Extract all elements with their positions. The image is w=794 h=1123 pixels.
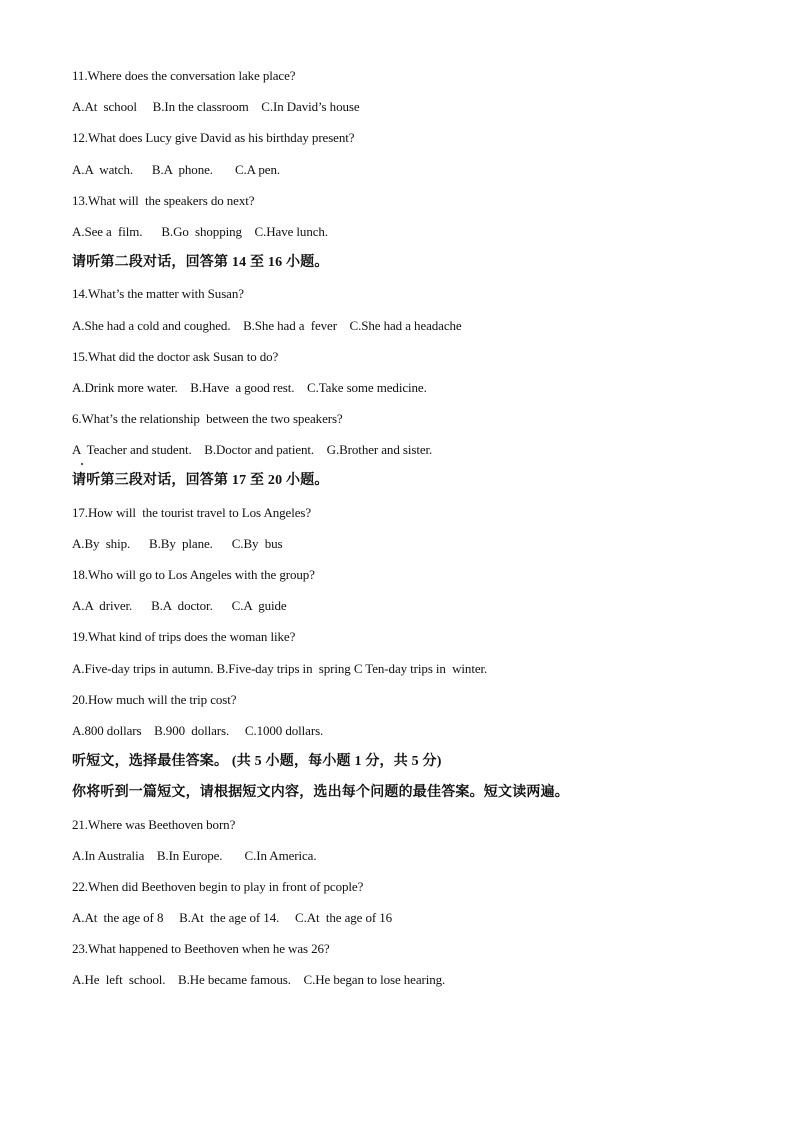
answer-options: A.By ship. B.By plane. C.By bus [72, 535, 283, 551]
question-text: 14.What’s the matter with Susan? [72, 286, 244, 302]
answer-options: A.See a film. B.Go shopping C.Have lunch. [72, 223, 328, 239]
section-heading: 请听第二段对话，回答第 14 至 16 小题。 [72, 255, 329, 271]
question-text: 6.What’s the relationship between the two speakers? [72, 411, 343, 427]
exam-page [72, 66, 752, 1002]
answer-options: A.At the age of 8 B.At the age of 14. C.At the age of 16 [72, 910, 393, 926]
question-text: 21.Where was Beethoven born? [72, 816, 236, 832]
question-text: 13.What will the speakers do next? [72, 192, 255, 208]
stray-mark [81, 463, 83, 465]
question-text: 17.How will the tourist travel to Los Angeles? [72, 504, 312, 520]
section-heading: 听短文，选择最佳答案。 (共 5 小题，每小题 1 分，共 5 分) [72, 754, 442, 770]
question-text: 11.Where does the conversation lake place? [72, 68, 296, 83]
question-text: 20.How much will the trip cost? [72, 691, 237, 707]
answer-options: A.At school B.In the classroom C.In David’s house [72, 99, 360, 115]
section-heading: 请听第三段对话，回答第 17 至 20 小题。 [72, 473, 329, 489]
question-text: 18.Who will go to Los Angeles with the group? [72, 567, 315, 582]
answer-options: A.In Australia B.In Europe. C.In America. [72, 847, 317, 863]
question-text: 12.What does Lucy give David as his birthday present? [72, 130, 355, 146]
question-text: 15.What did the doctor ask Susan to do? [72, 348, 279, 364]
question-text: 22.When did Beethoven begin to play in front of pcople? [72, 878, 364, 894]
answer-options: A Teacher and student. B.Doctor and patient. G.Brother and sister. [72, 442, 433, 458]
answer-options: A.A watch. B.A phone. C.A pen. [72, 161, 281, 177]
answer-options: A.Drink more water. B.Have a good rest. C.Take some medicine. [72, 379, 427, 395]
section-heading: 你将听到一篇短文，请根据短文内容，选出每个问题的最佳答案。短文读两遍。 [72, 785, 569, 801]
question-text: 19.What kind of trips does the woman like? [72, 629, 296, 645]
answer-options: A.Five-day trips in autumn. B.Five-day trips in spring C Ten-day trips in winter. [72, 660, 488, 676]
answer-options: A.A driver. B.A doctor. C.A guide [72, 598, 287, 614]
answer-options: A.She had a cold and coughed. B.She had a fever C.She had a headache [72, 317, 462, 333]
question-text: 23.What happened to Beethoven when he was 26? [72, 941, 330, 957]
answer-options: A.He left school. B.He became famous. C.He began to lose hearing. [72, 972, 446, 988]
answer-options: A.800 dollars B.900 dollars. C.1000 dollars. [72, 722, 324, 738]
